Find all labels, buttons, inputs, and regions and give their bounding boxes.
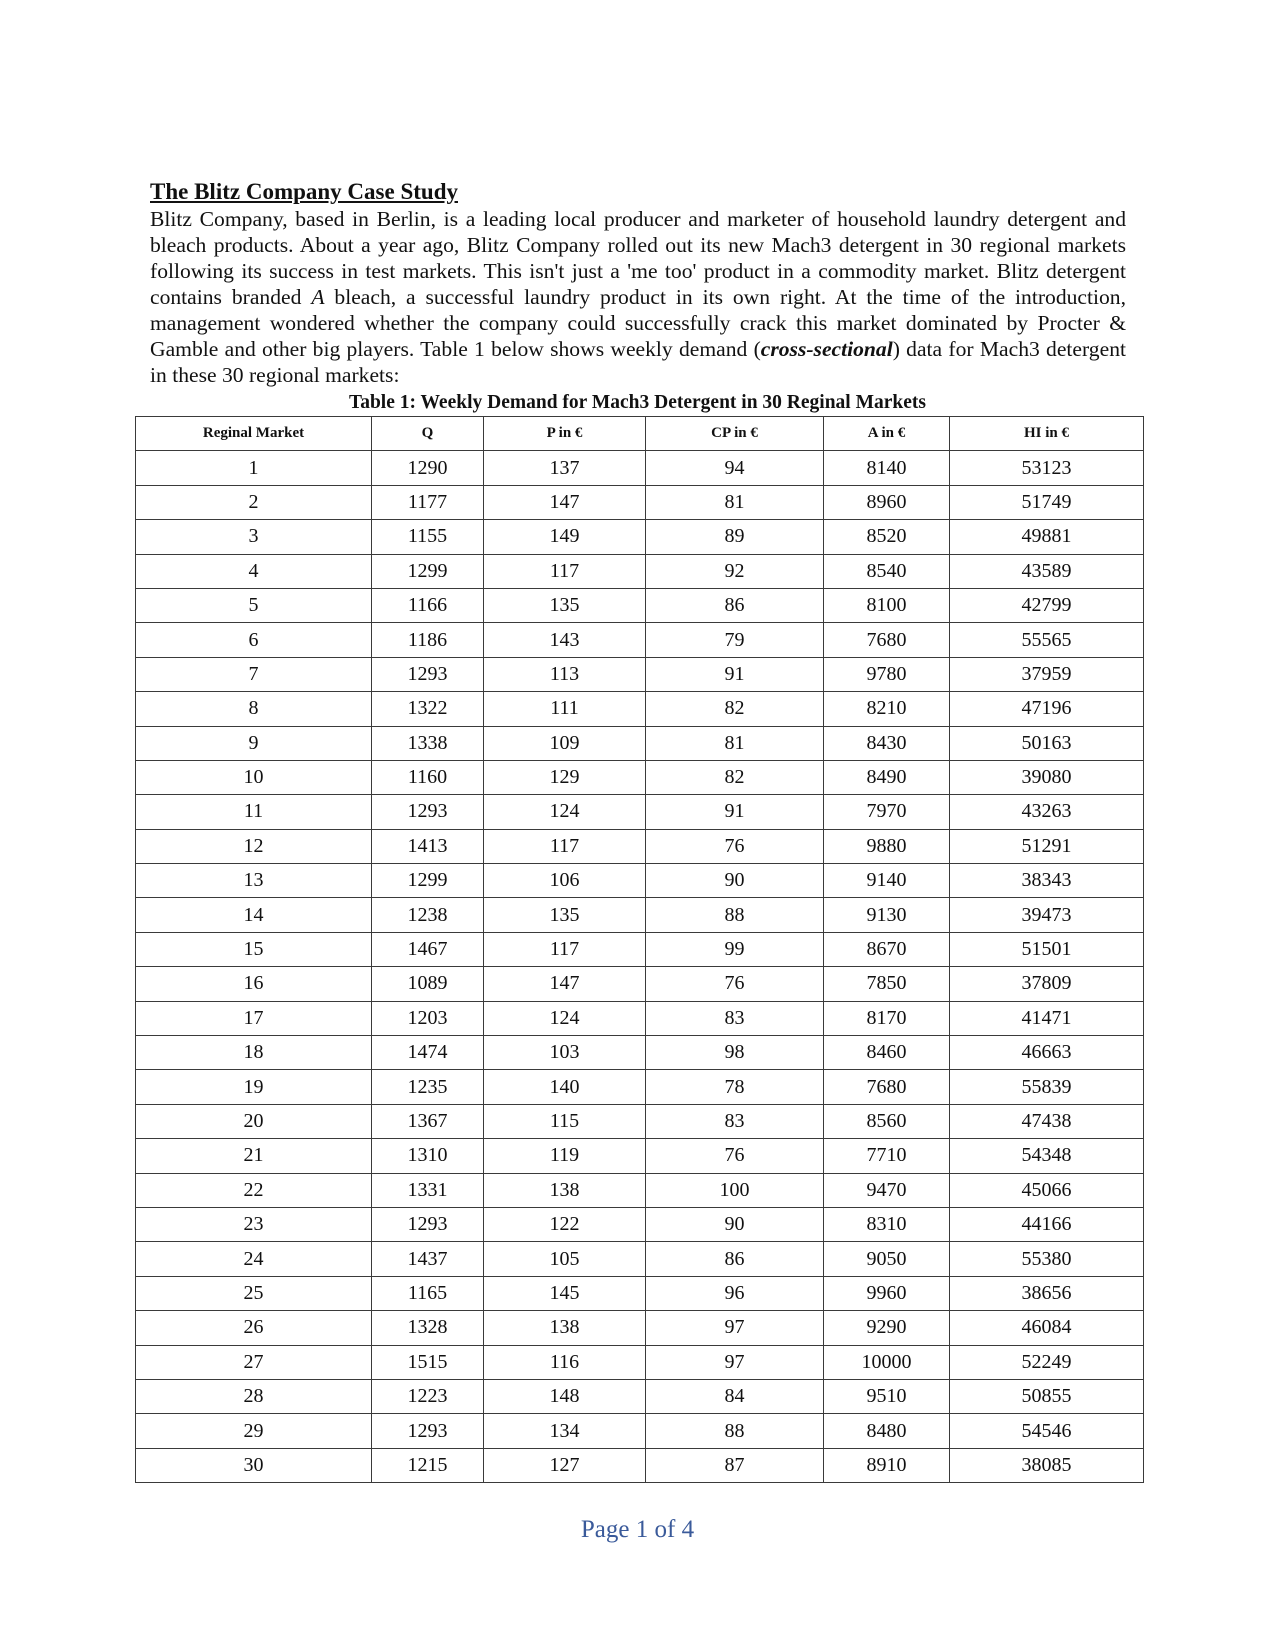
cell-a: 8520: [824, 520, 950, 554]
intro-bold-italic: cross-sectional: [760, 337, 893, 361]
table-body: [136, 451, 1144, 1483]
cell-hi: 38656: [950, 1276, 1144, 1310]
cell-market: 25: [136, 1276, 372, 1310]
cell-a: 9140: [824, 864, 950, 898]
cell-hi: 54546: [950, 1414, 1144, 1448]
cell-hi: 46663: [950, 1036, 1144, 1070]
table-row: [136, 485, 1144, 519]
cell-cp: 81: [646, 485, 824, 519]
cell-q: 1203: [372, 1001, 484, 1035]
cell-market: 19: [136, 1070, 372, 1104]
cell-q: 1293: [372, 1414, 484, 1448]
cell-cp: 82: [646, 760, 824, 794]
table-row: [136, 1207, 1144, 1241]
cell-hi: 55839: [950, 1070, 1144, 1104]
cell-hi: 39080: [950, 760, 1144, 794]
intro-text-2: bleach, a successful laundry product in its own right. At the time of the introduction, management wondered whether the company could successfully crack this market dominated by Procter & Gamble and other big players. Table 1 below shows weekly demand (: [150, 285, 1127, 361]
table-row: [136, 795, 1144, 829]
table-row: [136, 520, 1144, 554]
header-cp: CP in €: [646, 417, 824, 451]
table-row: [136, 932, 1144, 966]
cell-q: 1338: [372, 726, 484, 760]
cell-cp: 92: [646, 554, 824, 588]
cell-q: 1290: [372, 451, 484, 485]
cell-p: 103: [484, 1036, 646, 1070]
cell-p: 147: [484, 967, 646, 1001]
table-row: [136, 898, 1144, 932]
cell-hi: 43589: [950, 554, 1144, 588]
cell-a: 9510: [824, 1379, 950, 1413]
cell-a: 7680: [824, 1070, 950, 1104]
table-row: [136, 1139, 1144, 1173]
cell-p: 143: [484, 623, 646, 657]
cell-a: 9130: [824, 898, 950, 932]
cell-cp: 99: [646, 932, 824, 966]
cell-p: 127: [484, 1448, 646, 1482]
cell-market: 16: [136, 967, 372, 1001]
cell-hi: 38085: [950, 1448, 1144, 1482]
cell-hi: 51291: [950, 829, 1144, 863]
cell-q: 1299: [372, 554, 484, 588]
cell-cp: 88: [646, 1414, 824, 1448]
cell-p: 109: [484, 726, 646, 760]
cell-a: 8960: [824, 485, 950, 519]
cell-market: 8: [136, 692, 372, 726]
table-row: [136, 1379, 1144, 1413]
cell-a: 8140: [824, 451, 950, 485]
cell-market: 6: [136, 623, 372, 657]
cell-market: 1: [136, 451, 372, 485]
cell-cp: 86: [646, 1242, 824, 1276]
table-row: [136, 1311, 1144, 1345]
cell-cp: 94: [646, 451, 824, 485]
cell-market: 26: [136, 1311, 372, 1345]
cell-a: 8480: [824, 1414, 950, 1448]
cell-cp: 90: [646, 864, 824, 898]
table-row: [136, 1001, 1144, 1035]
header-market: Reginal Market: [136, 417, 372, 451]
cell-cp: 86: [646, 588, 824, 622]
cell-hi: 49881: [950, 520, 1144, 554]
cell-market: 21: [136, 1139, 372, 1173]
cell-a: 7680: [824, 623, 950, 657]
cell-a: 8430: [824, 726, 950, 760]
cell-a: 9780: [824, 657, 950, 691]
cell-cp: 76: [646, 967, 824, 1001]
cell-a: 8210: [824, 692, 950, 726]
cell-hi: 44166: [950, 1207, 1144, 1241]
table-row: [136, 829, 1144, 863]
demand-table: [135, 416, 1144, 1483]
cell-market: 15: [136, 932, 372, 966]
cell-hi: 43263: [950, 795, 1144, 829]
cell-p: 138: [484, 1173, 646, 1207]
cell-p: 105: [484, 1242, 646, 1276]
cell-a: 8170: [824, 1001, 950, 1035]
cell-p: 113: [484, 657, 646, 691]
cell-market: 13: [136, 864, 372, 898]
cell-hi: 42799: [950, 588, 1144, 622]
cell-market: 5: [136, 588, 372, 622]
cell-cp: 87: [646, 1448, 824, 1482]
cell-p: 148: [484, 1379, 646, 1413]
cell-market: 7: [136, 657, 372, 691]
cell-hi: 45066: [950, 1173, 1144, 1207]
cell-p: 137: [484, 451, 646, 485]
cell-a: 7850: [824, 967, 950, 1001]
cell-p: 138: [484, 1311, 646, 1345]
cell-hi: 54348: [950, 1139, 1144, 1173]
cell-q: 1166: [372, 588, 484, 622]
cell-q: 1223: [372, 1379, 484, 1413]
cell-market: 12: [136, 829, 372, 863]
header-hi: HI in €: [950, 417, 1144, 451]
cell-cp: 79: [646, 623, 824, 657]
cell-hi: 55565: [950, 623, 1144, 657]
cell-cp: 82: [646, 692, 824, 726]
cell-cp: 91: [646, 795, 824, 829]
cell-q: 1331: [372, 1173, 484, 1207]
cell-p: 145: [484, 1276, 646, 1310]
cell-market: 17: [136, 1001, 372, 1035]
cell-p: 129: [484, 760, 646, 794]
table-row: [136, 1276, 1144, 1310]
cell-a: 8460: [824, 1036, 950, 1070]
cell-market: 18: [136, 1036, 372, 1070]
cell-a: 8490: [824, 760, 950, 794]
cell-q: 1367: [372, 1104, 484, 1138]
cell-p: 140: [484, 1070, 646, 1104]
cell-cp: 81: [646, 726, 824, 760]
intro-paragraph: [150, 206, 1126, 388]
cell-q: 1177: [372, 485, 484, 519]
cell-p: 135: [484, 898, 646, 932]
cell-cp: 90: [646, 1207, 824, 1241]
table-row: [136, 1448, 1144, 1482]
header-q: Q: [372, 417, 484, 451]
cell-a: 8310: [824, 1207, 950, 1241]
cell-hi: 50163: [950, 726, 1144, 760]
cell-q: 1293: [372, 657, 484, 691]
cell-market: 3: [136, 520, 372, 554]
cell-cp: 88: [646, 898, 824, 932]
cell-p: 115: [484, 1104, 646, 1138]
cell-hi: 41471: [950, 1001, 1144, 1035]
cell-a: 7710: [824, 1139, 950, 1173]
cell-market: 14: [136, 898, 372, 932]
table-row: [136, 623, 1144, 657]
table-row: [136, 657, 1144, 691]
cell-market: 20: [136, 1104, 372, 1138]
page-number: Page 1 of 4: [580, 1516, 695, 1543]
cell-hi: 39473: [950, 898, 1144, 932]
cell-q: 1310: [372, 1139, 484, 1173]
cell-market: 30: [136, 1448, 372, 1482]
cell-p: 124: [484, 1001, 646, 1035]
cell-cp: 78: [646, 1070, 824, 1104]
table-caption: Table 1: Weekly Demand for Mach3 Detergent in 30 Reginal Markets: [348, 392, 926, 413]
table-row: [136, 1242, 1144, 1276]
cell-market: 27: [136, 1345, 372, 1379]
cell-cp: 83: [646, 1104, 824, 1138]
table-row: [136, 1104, 1144, 1138]
cell-cp: 97: [646, 1345, 824, 1379]
header-p: P in €: [484, 417, 646, 451]
cell-p: 147: [484, 485, 646, 519]
table-row: [136, 588, 1144, 622]
intro-italic-a: A: [311, 285, 325, 309]
cell-market: 4: [136, 554, 372, 588]
cell-market: 2: [136, 485, 372, 519]
cell-cp: 91: [646, 657, 824, 691]
table-header-row: [136, 417, 1144, 451]
cell-hi: 47438: [950, 1104, 1144, 1138]
table-row: [136, 967, 1144, 1001]
cell-q: 1238: [372, 898, 484, 932]
cell-hi: 55380: [950, 1242, 1144, 1276]
cell-q: 1160: [372, 760, 484, 794]
cell-hi: 46084: [950, 1311, 1144, 1345]
cell-p: 124: [484, 795, 646, 829]
cell-q: 1293: [372, 795, 484, 829]
cell-cp: 100: [646, 1173, 824, 1207]
demand-table-wrap: [135, 416, 1143, 1483]
table-row: [136, 760, 1144, 794]
table-row: [136, 1036, 1144, 1070]
cell-cp: 96: [646, 1276, 824, 1310]
cell-hi: 53123: [950, 451, 1144, 485]
cell-q: 1089: [372, 967, 484, 1001]
cell-q: 1322: [372, 692, 484, 726]
cell-cp: 83: [646, 1001, 824, 1035]
cell-p: 134: [484, 1414, 646, 1448]
cell-hi: 51749: [950, 485, 1144, 519]
document-title: The Blitz Company Case Study: [150, 179, 458, 204]
cell-p: 122: [484, 1207, 646, 1241]
cell-p: 119: [484, 1139, 646, 1173]
cell-q: 1437: [372, 1242, 484, 1276]
cell-hi: 50855: [950, 1379, 1144, 1413]
cell-q: 1186: [372, 623, 484, 657]
intro-text-1: Blitz Company, based in Berlin, is a leading local producer and marketer of household laundry detergent and bleach products. About a year ago, Blitz Company rolled out its new Mach3 detergent in 30 regional markets following its success in test markets. This isn't just a 'me too' product in a commodity market. Blitz detergent contains branded: [150, 207, 1126, 309]
table-row: [136, 726, 1144, 760]
cell-a: 8670: [824, 932, 950, 966]
cell-q: 1515: [372, 1345, 484, 1379]
cell-q: 1235: [372, 1070, 484, 1104]
cell-p: 117: [484, 829, 646, 863]
table-row: [136, 554, 1144, 588]
cell-cp: 76: [646, 829, 824, 863]
table-row: [136, 1414, 1144, 1448]
cell-hi: 51501: [950, 932, 1144, 966]
cell-market: 9: [136, 726, 372, 760]
cell-a: 8540: [824, 554, 950, 588]
cell-hi: 37809: [950, 967, 1144, 1001]
cell-cp: 98: [646, 1036, 824, 1070]
cell-hi: 47196: [950, 692, 1144, 726]
cell-q: 1215: [372, 1448, 484, 1482]
cell-market: 29: [136, 1414, 372, 1448]
cell-q: 1165: [372, 1276, 484, 1310]
cell-a: 9880: [824, 829, 950, 863]
cell-hi: 37959: [950, 657, 1144, 691]
cell-cp: 76: [646, 1139, 824, 1173]
cell-cp: 97: [646, 1311, 824, 1345]
cell-p: 117: [484, 932, 646, 966]
table-row: [136, 451, 1144, 485]
cell-a: 8560: [824, 1104, 950, 1138]
cell-q: 1293: [372, 1207, 484, 1241]
cell-p: 117: [484, 554, 646, 588]
cell-p: 135: [484, 588, 646, 622]
cell-market: 10: [136, 760, 372, 794]
cell-p: 111: [484, 692, 646, 726]
cell-a: 10000: [824, 1345, 950, 1379]
table-row: [136, 1070, 1144, 1104]
table-row: [136, 864, 1144, 898]
cell-a: 9290: [824, 1311, 950, 1345]
cell-market: 11: [136, 795, 372, 829]
cell-hi: 38343: [950, 864, 1144, 898]
cell-cp: 84: [646, 1379, 824, 1413]
cell-q: 1467: [372, 932, 484, 966]
cell-a: 9960: [824, 1276, 950, 1310]
cell-a: 8100: [824, 588, 950, 622]
cell-q: 1474: [372, 1036, 484, 1070]
cell-a: 9050: [824, 1242, 950, 1276]
cell-cp: 89: [646, 520, 824, 554]
cell-a: 9470: [824, 1173, 950, 1207]
cell-q: 1413: [372, 829, 484, 863]
cell-market: 22: [136, 1173, 372, 1207]
cell-market: 28: [136, 1379, 372, 1413]
cell-a: 7970: [824, 795, 950, 829]
table-row: [136, 1345, 1144, 1379]
cell-market: 24: [136, 1242, 372, 1276]
cell-p: 106: [484, 864, 646, 898]
header-a: A in €: [824, 417, 950, 451]
cell-market: 23: [136, 1207, 372, 1241]
intro-text-3: ) data for Mach3 detergent in these 30 regional markets:: [150, 337, 1126, 387]
table-row: [136, 1173, 1144, 1207]
cell-q: 1155: [372, 520, 484, 554]
cell-hi: 52249: [950, 1345, 1144, 1379]
cell-q: 1299: [372, 864, 484, 898]
cell-a: 8910: [824, 1448, 950, 1482]
cell-p: 116: [484, 1345, 646, 1379]
table-row: [136, 692, 1144, 726]
cell-p: 149: [484, 520, 646, 554]
cell-q: 1328: [372, 1311, 484, 1345]
